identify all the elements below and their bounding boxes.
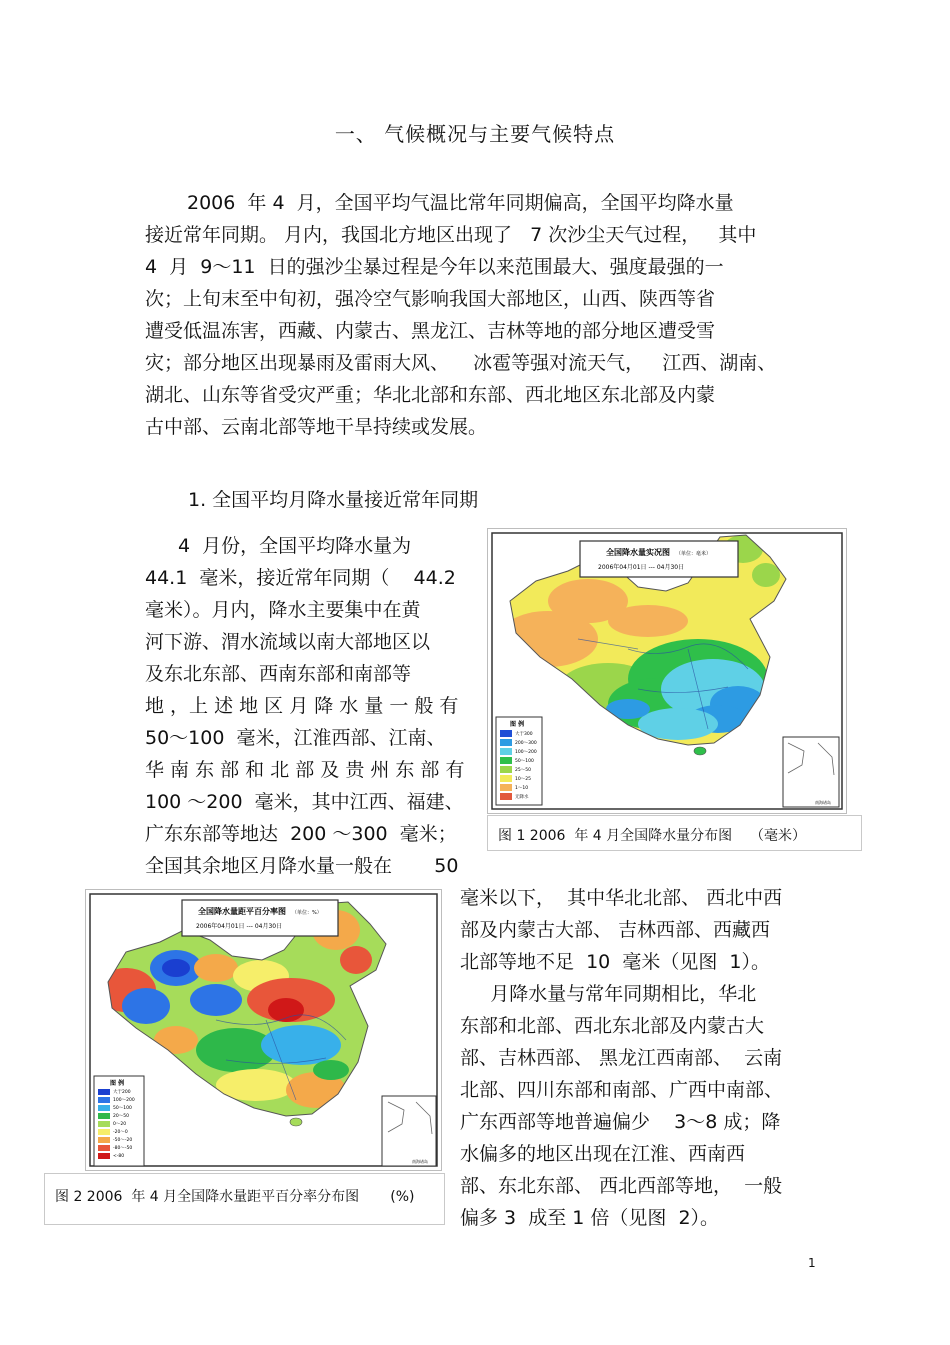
text-line: 毫米）。月内，降水主要集中在黄: [145, 599, 421, 621]
legend-label: 1～10: [515, 786, 529, 791]
legend-label: <-80: [113, 1154, 125, 1159]
text-line: 遭受低温冻害，西藏、内蒙古、黑龙江、吉林等地的部分地区遭受雪: [145, 320, 716, 342]
text-line: 水偏多的地区出现在江淮、西南西: [460, 1143, 746, 1165]
legend-swatch: [500, 739, 512, 746]
legend-swatch: [98, 1113, 110, 1119]
legend-swatch: [500, 775, 512, 782]
legend-label: 50～100: [515, 759, 534, 764]
legend-swatch: [98, 1121, 110, 1127]
text-line: 4 月份，全国平均降水量为: [178, 535, 412, 557]
legend-label: -20～0: [113, 1130, 128, 1135]
text-line: 偏多 3 成至 1 倍（见图 2）。: [460, 1207, 720, 1229]
text-line: 部、东北东部、 西北西部等地， 一般: [460, 1175, 783, 1197]
text-line: 华 南 东 部 和 北 部 及 贵 州 东 部 有: [145, 759, 465, 781]
figure-1-precipitation-map: [487, 528, 847, 814]
legend-swatch: [500, 757, 512, 764]
map-unit: （单位：毫米）: [676, 551, 712, 557]
text-line: 4 月 9～11 日的强沙尘暴过程是今年以来范围最大、强度最强的一: [145, 256, 724, 278]
figure-2-caption: 图 2 2006 年 4 月全国降水量距平百分率分布图 (%): [44, 1173, 445, 1225]
legend-swatch: [98, 1137, 110, 1143]
inset-label: 南海诸岛: [412, 1159, 428, 1164]
legend-swatch: [500, 766, 512, 773]
text-line: 部及内蒙古大部、 吉林西部、西藏西: [460, 919, 771, 941]
figure-1-caption: 图 1 2006 年 4 月全国降水量分布图 （毫米）: [487, 815, 862, 851]
text-line: 次；上旬末至中旬初，强冷空气影响我国大部地区，山西、陕西等省: [145, 288, 716, 310]
subsection-title: 1. 全国平均月降水量接近常年同期: [188, 489, 479, 511]
text-line: 东部和北部、西北东北部及内蒙古大: [460, 1015, 765, 1037]
legend-label: -80～-50: [113, 1146, 133, 1151]
legend-swatch: [98, 1129, 110, 1135]
text-line: 湖北、山东等省受灾严重；华北北部和东部、西北地区东北部及内蒙: [145, 384, 716, 406]
text-line: 50～100 毫米，江淮西部、江南、: [145, 727, 446, 749]
map-date: 2006年04月01日 --- 04月30日: [598, 564, 685, 571]
map-title: 全国降水量实况图: [606, 548, 670, 557]
text-line: 44.1 毫米，接近常年同期（ 44.2: [145, 567, 456, 589]
text-line: 接近常年同期。 月内，我国北方地区出现了 7 次沙尘天气过程， 其中: [145, 224, 757, 246]
legend-swatch: [98, 1089, 110, 1095]
text-line: 古中部、云南北部等地干旱持续或发展。: [145, 416, 488, 438]
legend-swatch: [500, 793, 512, 800]
inset-label: 南海诸岛: [815, 800, 831, 805]
legend-label: 0～20: [113, 1122, 127, 1127]
legend-label: 大于200: [113, 1090, 131, 1095]
legend-swatch: [500, 748, 512, 755]
text-line: 广东西部等地普遍偏少 3～8 成；降: [460, 1111, 781, 1133]
map-unit: （单位：%）: [292, 910, 322, 916]
legend-label: 10～25: [515, 777, 531, 782]
text-line: 北部、四川东部和南部、广西中南部、: [460, 1079, 784, 1101]
text-line: 及东北东部、西南东部和南部等: [145, 663, 412, 685]
text-line: 灾；部分地区出现暴雨及雷雨大风、 冰雹等强对流天气， 江西、湖南、: [145, 352, 777, 374]
text-line: 河下游、渭水流域以南大部地区以: [145, 631, 431, 653]
legend-label: 无降水: [515, 795, 529, 800]
legend-label: 25～50: [515, 768, 531, 773]
text-line: 全国其余地区月降水量一般在 50: [145, 855, 459, 877]
text-line: 北部等地不足 10 毫米（见图 1）。: [460, 951, 771, 973]
legend-label: 50～100: [113, 1106, 132, 1111]
legend-swatch: [98, 1153, 110, 1159]
map-date: 2006年04月01日 --- 04月30日: [196, 923, 283, 930]
left-column-text: [145, 530, 464, 882]
legend-swatch: [98, 1105, 110, 1111]
precipitation-map-image: [488, 529, 846, 813]
intro-paragraph: [145, 187, 776, 443]
legend-swatch: [98, 1097, 110, 1103]
page-number: 1: [808, 1256, 816, 1270]
anomaly-map-image: [86, 890, 441, 1170]
right-column-text: [460, 882, 783, 1234]
text-line: 月降水量与常年同期相比，华北: [460, 983, 757, 1005]
text-line: 100 ～200 毫米，其中江西、福建、: [145, 791, 464, 813]
text-line: 2006 年 4 月，全国平均气温比常年同期偏高，全国平均降水量: [187, 192, 734, 214]
text-line: 部、吉林西部、 黑龙江西南部、 云南: [460, 1047, 783, 1069]
legend-label: 200～300: [515, 741, 537, 746]
legend-swatch: [98, 1145, 110, 1151]
text-line: 地 ，上 述 地 区 月 降 水 量 一 般 有: [145, 695, 459, 717]
section-heading: 一、 气候概况与主要气候特点: [334, 122, 616, 146]
legend-title: 图 例: [110, 1080, 125, 1087]
figure-2-anomaly-map: [85, 889, 442, 1171]
legend-label: 100～200: [113, 1098, 135, 1103]
legend-label: 20～50: [113, 1114, 129, 1119]
legend-label: 100～200: [515, 750, 537, 755]
legend-title: 图 例: [510, 721, 525, 728]
map-title: 全国降水量距平百分率图: [198, 907, 286, 916]
legend-swatch: [500, 784, 512, 791]
legend-swatch: [500, 730, 512, 737]
legend-label: -50～-20: [113, 1138, 133, 1143]
text-line: 毫米以下， 其中华北北部、 西北中西: [460, 887, 783, 909]
text-line: 广东东部等地达 200 ～300 毫米；: [145, 823, 457, 845]
legend-label: 大于300: [515, 732, 533, 737]
